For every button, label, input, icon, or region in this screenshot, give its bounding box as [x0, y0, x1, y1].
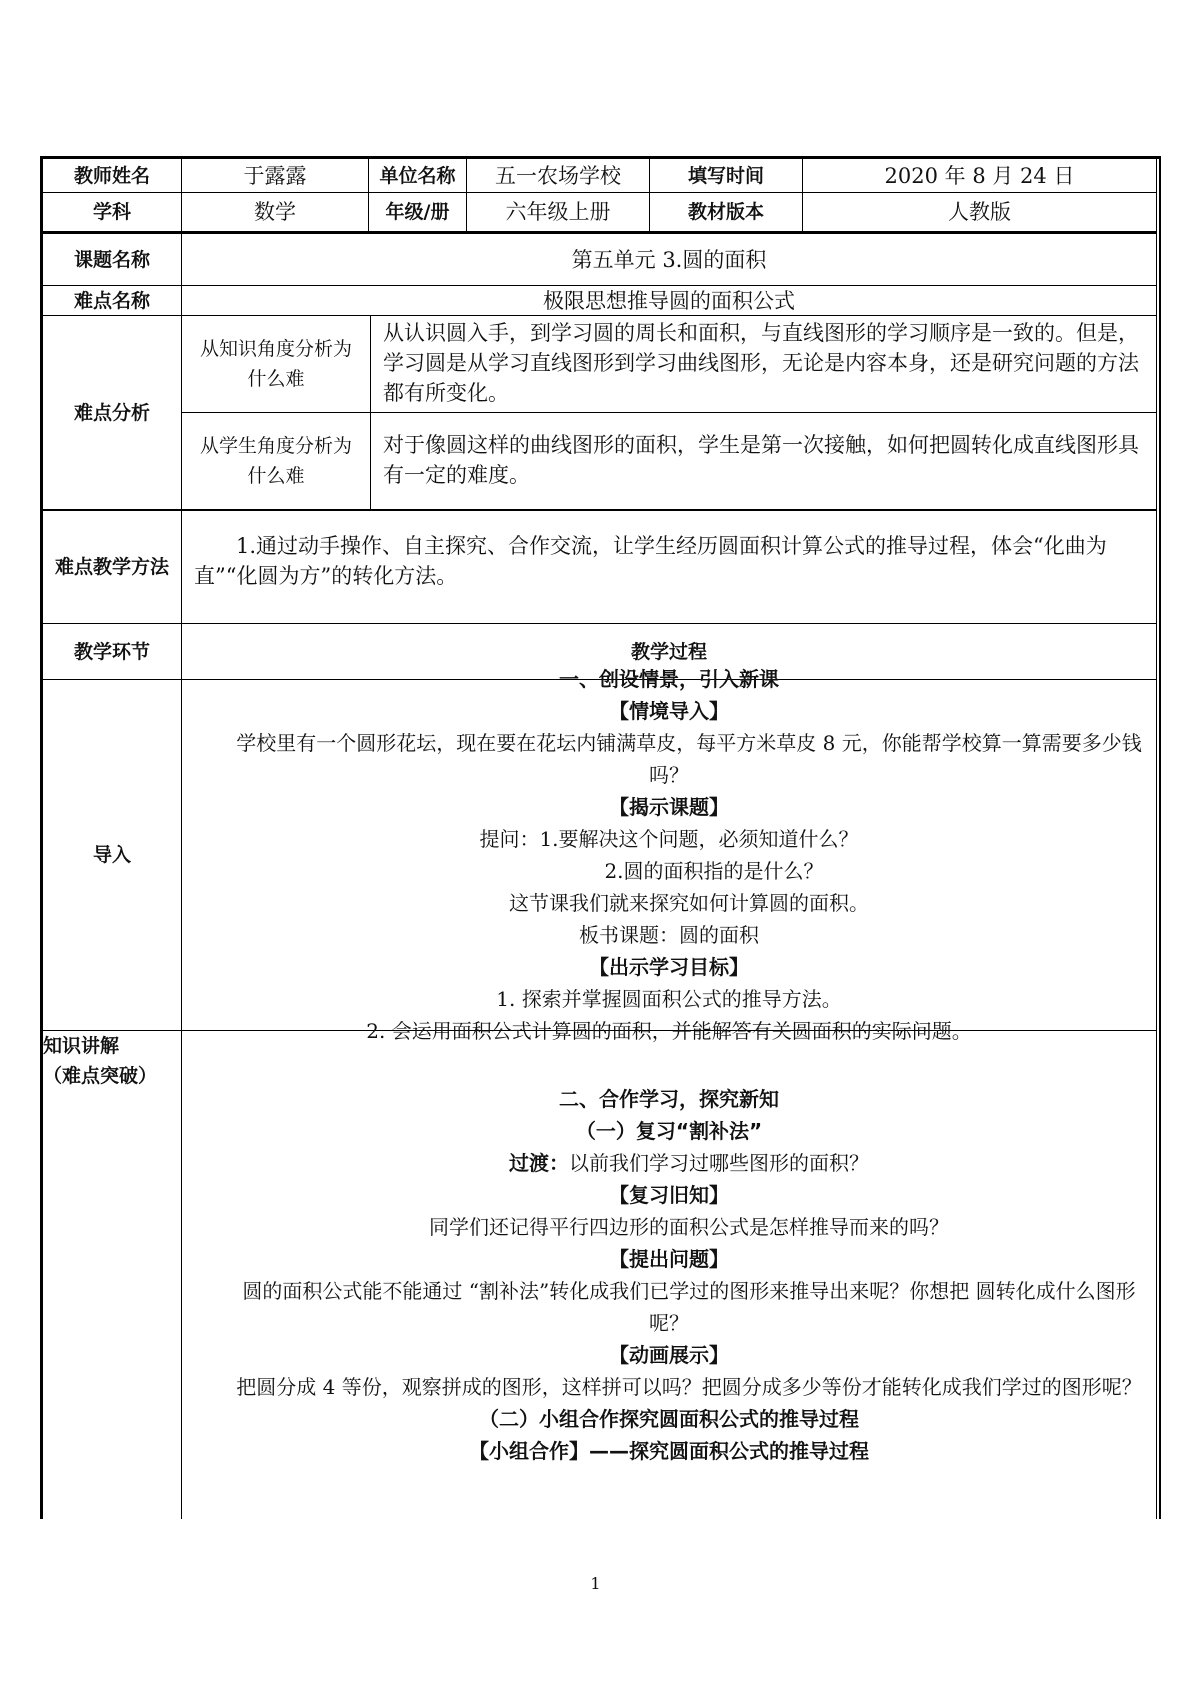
intro-reveal-tag: 【揭示课题】: [609, 795, 729, 819]
knowledge-angle-text: 从认识圆入手，到学习圆的周长和面积，与直线图形的学习顺序是一致的。但是，学习圆是从学习直线图形到学习曲线图形，无论是内容本身，还是研究问题的方法都有所变化。: [371, 316, 1157, 413]
group-study-title: （二）小组合作探究圆面积公式的推导过程: [479, 1407, 859, 1431]
transition-text: 以前我们学习过哪些图形的面积？: [569, 1151, 869, 1175]
subject-label: 学科: [43, 193, 182, 232]
intro-scene-tag: 【情境导入】: [609, 699, 729, 723]
teacher-value: 于露露: [182, 159, 369, 193]
intro-heading: 一、创设情景，引入新课: [559, 667, 779, 691]
lesson-plan-table: [40, 156, 1161, 1519]
intro-scene-text: 学校里有一个圆形花坛，现在要在花坛内铺满草皮，每平方米草皮 8 元，你能帮学校算一算需要多少钱吗？: [236, 731, 1142, 787]
topic-label: 课题名称: [43, 232, 182, 286]
intro-goals-tag: 【出示学习目标】: [589, 955, 749, 979]
intro-question-2: 2.圆的面积指的是什么？: [604, 859, 824, 883]
unit-label: 单位名称: [369, 159, 467, 193]
question-text: 圆的面积公式能不能通过 “割补法”转化成我们已学过的图形来推导出来呢？你想把 圆转化成什么图形呢？: [242, 1279, 1136, 1335]
edition-label: 教材版本: [650, 193, 803, 232]
group-study-tag: 【小组合作】——探究圆面积公式的推导过程: [469, 1439, 869, 1463]
grade-value: 六年级上册: [467, 193, 650, 232]
unit-value: 五一农场学校: [467, 159, 650, 193]
knowledge-label-line2: （难点突破）: [43, 1065, 158, 1087]
knowledge-label: [43, 1031, 182, 1519]
knowledge-content: [182, 1031, 1157, 1519]
grade-label: 年级/册: [369, 193, 467, 232]
subject-value: 数学: [182, 193, 369, 232]
intro-question-1: 提问：1.要解决这个问题，必须知道什么？: [479, 827, 859, 851]
analysis-label: 难点分析: [43, 316, 182, 510]
time-value: 2020 年 8 月 24 日: [803, 159, 1157, 193]
difficulty-value: 极限思想推导圆的面积公式: [182, 286, 1157, 316]
intro-summary: 这节课我们就来探究如何计算圆的面积。: [509, 891, 869, 915]
time-label: 填写时间: [650, 159, 803, 193]
edition-value: 人教版: [803, 193, 1157, 232]
student-angle-label: 从学生角度分析为什么难: [182, 413, 371, 510]
knowledge-heading: 二、合作学习，探究新知: [559, 1087, 779, 1111]
teacher-label: 教师姓名: [43, 159, 182, 193]
intro-label: 导入: [43, 680, 182, 1031]
intro-board-title: 板书课题：圆的面积: [579, 923, 759, 947]
page-number: 1: [590, 1574, 601, 1593]
intro-content: [182, 667, 1157, 1043]
transition-tag: 过渡：: [509, 1151, 569, 1175]
student-angle-text: 对于像圆这样的曲线图形的面积，学生是第一次接触，如何把圆转化成直线图形具有一定的难度。: [371, 413, 1157, 510]
review-text: 同学们还记得平行四边形的面积公式是怎样推导而来的吗？: [429, 1215, 949, 1239]
review-tag: 【复习旧知】: [609, 1183, 729, 1207]
knowledge-review-title: （一）复习“割补法”: [575, 1119, 763, 1143]
animation-tag: 【动画展示】: [609, 1343, 729, 1367]
knowledge-angle-label: 从知识角度分析为什么难: [182, 316, 371, 413]
topic-value: 第五单元 3.圆的面积: [182, 232, 1157, 286]
stage-header: 教学环节: [43, 624, 182, 680]
difficulty-label: 难点名称: [43, 286, 182, 316]
knowledge-label-line1: 知识讲解: [43, 1035, 120, 1057]
question-tag: 【提出问题】: [609, 1247, 729, 1271]
intro-goal-2: 2. 会运用面积公式计算圆的面积，并能解答有关圆面积的实际问题。: [366, 1019, 972, 1043]
method-label: 难点教学方法: [43, 510, 182, 624]
animation-text: 把圆分成 4 等份，观察拼成的图形，这样拼可以吗？把圆分成多少等份才能转化成我们学过的图形呢？: [236, 1375, 1142, 1399]
intro-goal-1: 1. 探索并掌握圆面积公式的推导方法。: [496, 987, 842, 1011]
process-header: 教学过程: [182, 624, 1157, 680]
method-text: 1.通过动手操作、自主探究、合作交流，让学生经历圆面积计算公式的推导过程，体会“化曲为直”“化圆为方”的转化方法。: [182, 510, 1157, 624]
